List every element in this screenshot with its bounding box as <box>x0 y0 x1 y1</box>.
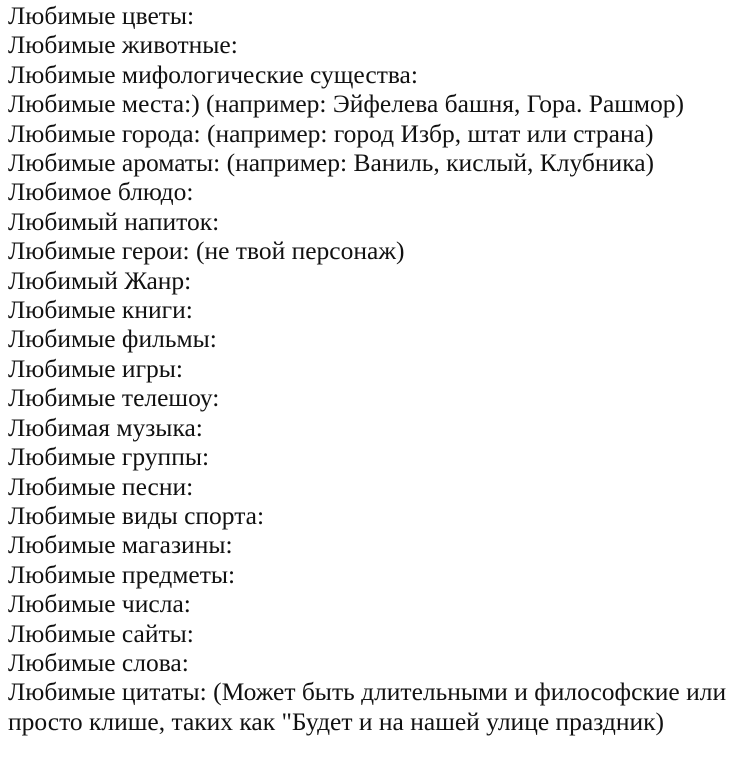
line-words: Любимые слова: <box>8 647 189 677</box>
line-games: Любимые игры: <box>8 353 184 383</box>
line-subjects: Любимые предметы: <box>8 559 236 589</box>
line-tv-shows: Любимые телешоу: <box>8 383 220 413</box>
line-shops: Любимые магазины: <box>8 530 233 560</box>
line-drink: Любимый напиток: <box>8 206 220 236</box>
line-flowers: Любимые цветы: <box>8 1 195 30</box>
line-dish: Любимое блюдо: <box>8 177 194 207</box>
line-films: Любимые фильмы: <box>8 324 217 354</box>
line-music: Любимая музыка: <box>8 412 203 442</box>
line-bands: Любимые группы: <box>8 442 210 472</box>
line-scents: Любимые ароматы: (например: Ваниль, кислый, Клубника) <box>8 148 655 178</box>
line-websites: Любимые сайты: <box>8 618 194 648</box>
line-cities: Любимые города: (например: город Избр, штат или страна) <box>8 118 654 148</box>
line-numbers: Любимые числа: <box>8 589 191 619</box>
line-sports: Любимые виды спорта: <box>8 500 265 530</box>
line-heroes: Любимые герои: (не твой персонаж) <box>8 236 405 266</box>
line-mythical-creatures: Любимые мифологические существа: <box>8 59 418 89</box>
line-animals: Любимые животные: <box>8 30 238 60</box>
line-genre: Любимый Жанр: <box>8 265 192 295</box>
line-quotes: Любимые цитаты: (Может быть длительными и философские или просто клише, таких как "Будет и на нашей улице праздник) <box>8 677 727 736</box>
line-songs: Любимые песни: <box>8 471 194 501</box>
favorites-questionnaire <box>8 1 746 736</box>
line-places: Любимые места:) (например: Эйфелева башня, Гора. Рашмор) <box>8 89 685 119</box>
line-books: Любимые книги: <box>8 295 193 325</box>
